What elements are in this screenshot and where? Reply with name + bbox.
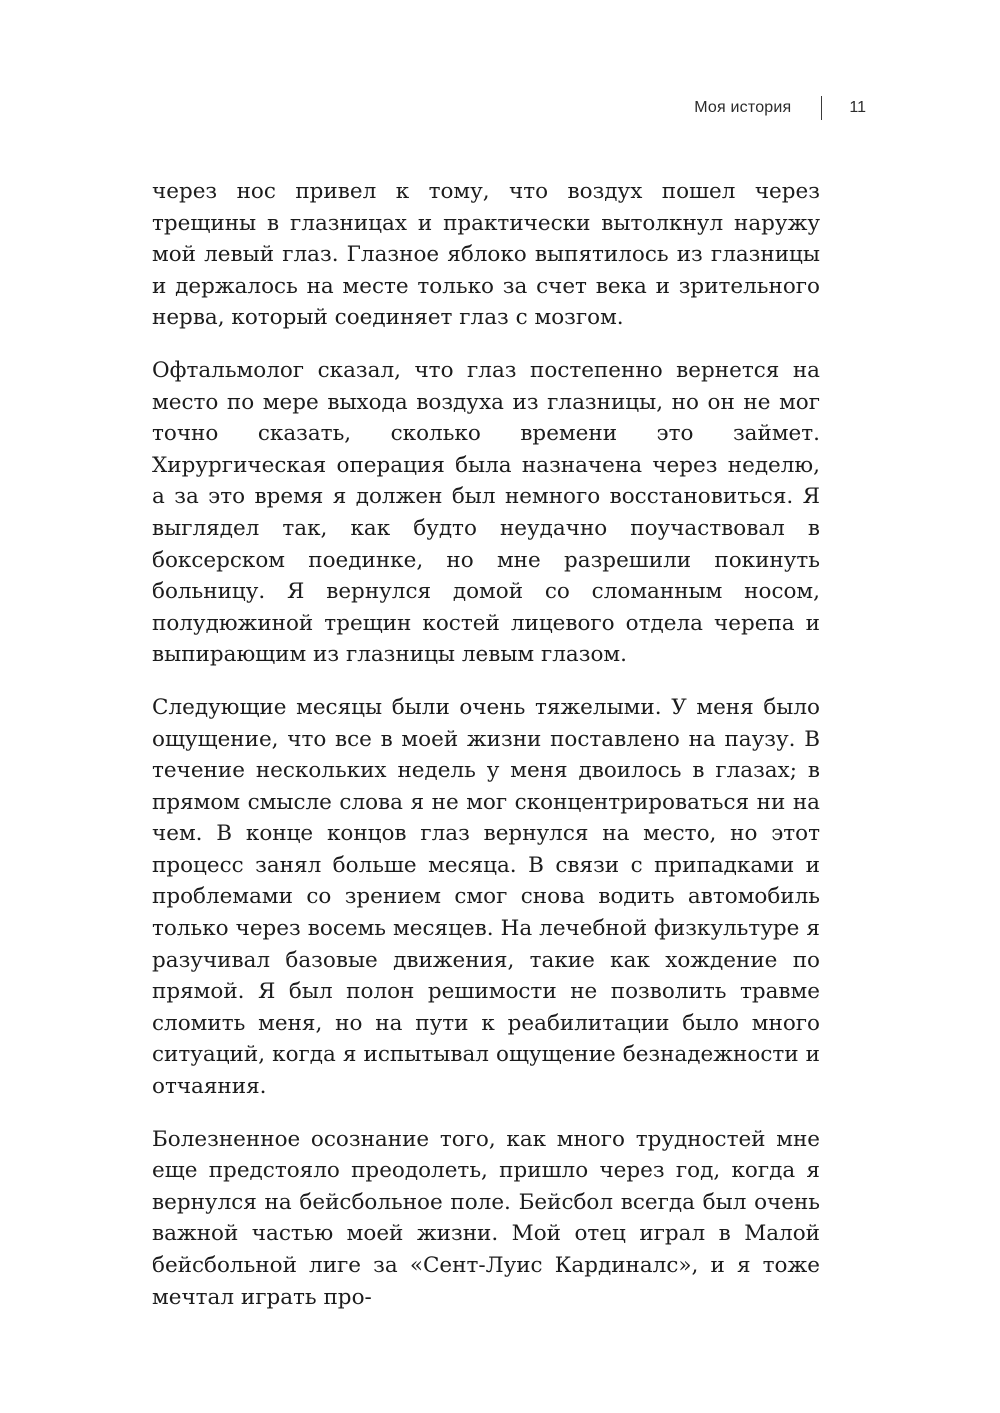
section-title: Моя история: [694, 99, 792, 116]
page-number: 11: [849, 99, 866, 116]
paragraph: Следующие месяцы были очень тяжелыми. У меня было ощущение, что все в моей жизни поставлено на паузу. В течение нескольких недель у меня двоилось в глазах; в прямом смысле слова я не мог сконцентрироваться ни на чем. В конце концов глаз вернулся на место, но этот процесс занял больше месяца. В связи с припадками и проблемами со зрением смог снова водить автомобиль только через восемь месяцев. На лечебной физкультуре я разучивал базовые движения, такие как хождение по прямой. Я был полон решимости не позволить травме сломить меня, но на пути к реабилитации было много ситуаций, когда я испытывал ощущение безнадежности и отчаяния.: [152, 694, 820, 1100]
body-text: [152, 176, 820, 1334]
running-header: [694, 94, 866, 122]
paragraph: через нос привел к тому, что воздух пошел через трещины в глазницах и практически вытолкнул наружу мой левый глаз. Глазное яблоко выпятилось из глазницы и держалось на месте только за счет века и зрительного нерва, который соединяет глаз с мозгом.: [152, 179, 820, 331]
paragraph: Болезненное осознание того, как много трудностей мне еще предстояло преодолеть, пришло через год, когда я вернулся на бейсбольное поле. Бейсбол всегда был очень важной частью моей жизни. Мой отец играл в Малой бейсбольной лиге за «Сент-Луис Кардиналс», и я тоже мечтал играть про-: [152, 1126, 820, 1310]
paragraph: Офтальмолог сказал, что глаз постепенно вернется на место по мере выхода воздуха из глазницы, но он не мог точно сказать, сколько времени это займет. Хирургическая операция была назначена через неделю, а за это время я должен был немного восстановиться. Я выглядел так, как будто неудачно поучаствовал в боксерском поединке, но мне разрешили покинуть больницу. Я вернулся домой со сломанным носом, полудюжиной трещин костей лицевого отдела черепа и выпирающим из глазницы левым глазом.: [152, 357, 820, 668]
header-divider: [821, 96, 822, 120]
